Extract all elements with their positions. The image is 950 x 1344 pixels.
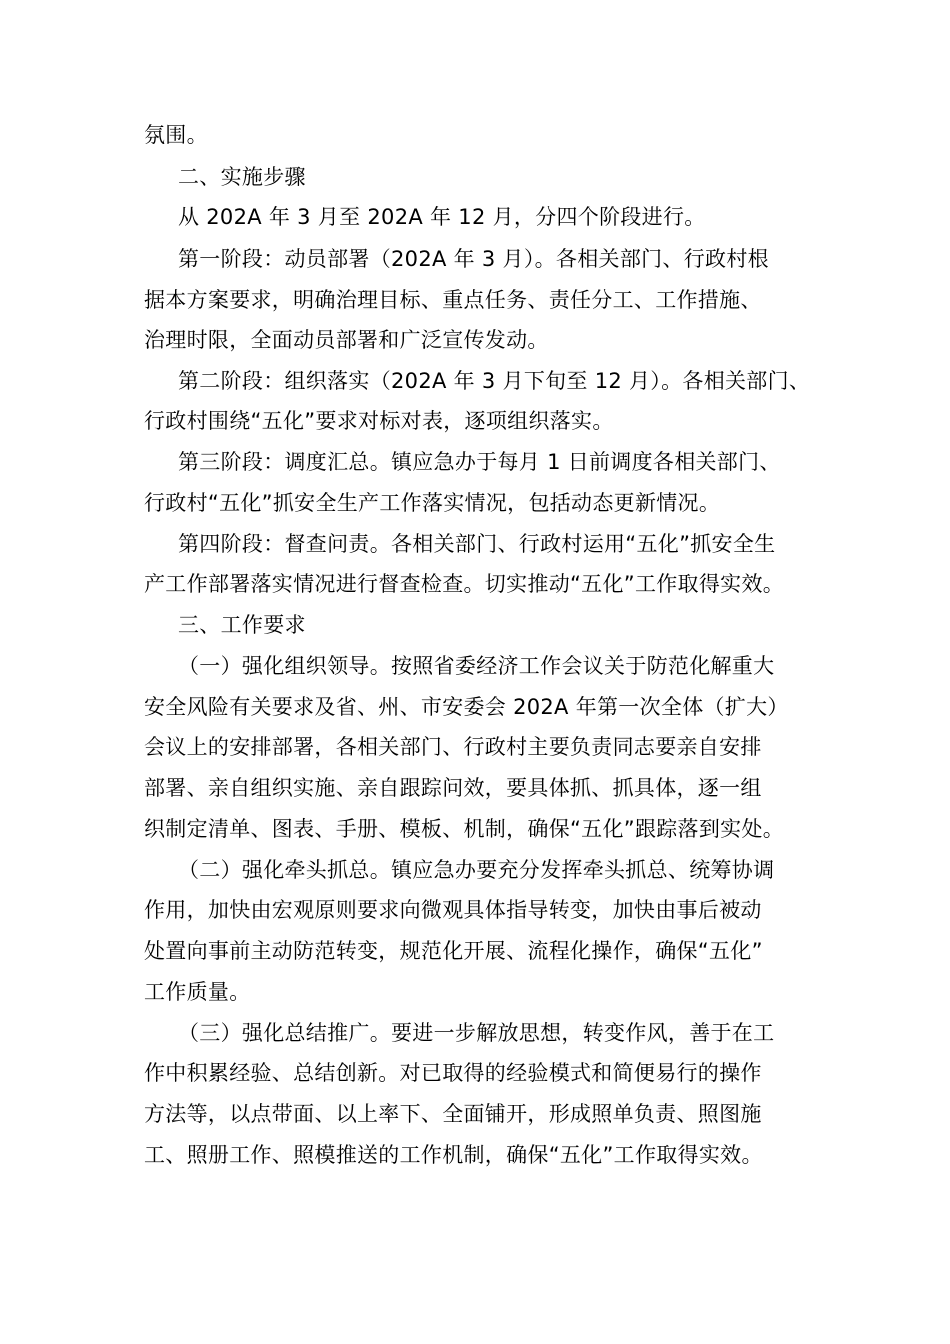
paragraph-line: 第三阶段：调度汇总。镇应急办于每月 1 日前调度各相关部门、 xyxy=(178,450,781,474)
paragraph-line: 方法等，以点带面、以上率下、全面铺开，形成照单负责、照图施 xyxy=(144,1102,762,1126)
paragraph-line: 行政村围绕“五化”要求对标对表，逐项组织落实。 xyxy=(144,409,614,433)
paragraph-line: 部署、亲自组织实施、亲自跟踪问效，要具体抓、抓具体，逐一组 xyxy=(144,776,762,800)
paragraph-line: 作用，加快由宏观原则要求向微观具体指导转变，加快由事后被动 xyxy=(144,898,762,922)
paragraph-line: 工作质量。 xyxy=(144,980,251,1004)
paragraph-line: 第二阶段：组织落实（202A 年 3 月下旬至 12 月）。各相关部门、 xyxy=(178,369,811,393)
paragraph-line: 行政村“五化”抓安全生产工作落实情况，包括动态更新情况。 xyxy=(144,491,721,515)
section-heading: 二、实施步骤 xyxy=(178,165,306,189)
paragraph-line: 工、照册工作、照模推送的工作机制，确保“五化”工作取得实效。 xyxy=(144,1143,763,1167)
paragraph-line: 安全风险有关要求及省、州、市安委会 202A 年第一次全体（扩大） xyxy=(144,695,789,719)
section-heading: 三、工作要求 xyxy=(178,613,306,637)
paragraph-line: （三）强化总结推广。要进一步解放思想，转变作风，善于在工 xyxy=(178,1021,775,1045)
paragraph-line: 据本方案要求，明确治理目标、重点任务、责任分工、工作措施、 xyxy=(144,288,762,312)
paragraph-line: 第一阶段：动员部署（202A 年 3 月）。各相关部门、行政村根 xyxy=(178,247,769,271)
paragraph-line: （二）强化牵头抓总。镇应急办要充分发挥牵头抓总、统筹协调 xyxy=(178,858,775,882)
paragraph-line: 会议上的安排部署，各相关部门、行政村主要负责同志要亲自安排 xyxy=(144,735,762,759)
paragraph-line: 治理时限，全面动员部署和广泛宣传发动。 xyxy=(144,328,549,352)
paragraph-line: 产工作部署落实情况进行督查检查。切实推动“五化”工作取得实效。 xyxy=(144,572,785,596)
paragraph-line: 氛围。 xyxy=(144,123,208,147)
paragraph-line: 第四阶段：督查问责。各相关部门、行政村运用“五化”抓安全生 xyxy=(178,532,776,556)
paragraph-line: 织制定清单、图表、手册、模板、机制，确保“五化”跟踪落到实处。 xyxy=(144,817,785,841)
paragraph-line: 从 202A 年 3 月至 202A 年 12 月，分四个阶段进行。 xyxy=(178,205,706,229)
paragraph-line: 作中积累经验、总结创新。对已取得的经验模式和简便易行的操作 xyxy=(144,1061,762,1085)
paragraph-line: （一）强化组织领导。按照省委经济工作会议关于防范化解重大 xyxy=(178,654,775,678)
paragraph-line: 处置向事前主动防范转变，规范化开展、流程化操作，确保“五化” xyxy=(144,939,763,963)
